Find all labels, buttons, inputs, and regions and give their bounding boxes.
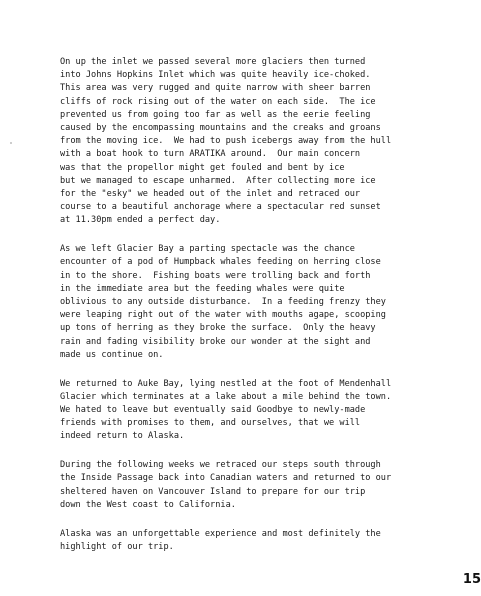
paragraph-inside-passage xyxy=(60,459,480,512)
text-line: for the "esky" we headed out of the inlet and retraced our xyxy=(60,189,361,200)
text-line: course to a beautiful anchorage where a spectacular red sunset xyxy=(60,202,381,213)
page-number: 15 xyxy=(462,572,481,587)
text-line: indeed return to Alaska. xyxy=(60,431,185,442)
paragraph-auke-bay xyxy=(60,378,480,444)
text-line: Alaska was an unforgettable experience and most definitely the xyxy=(60,528,381,539)
text-line: caused by the encompassing mountains and the creaks and groans xyxy=(60,123,381,134)
text-line: made us continue on. xyxy=(60,349,164,360)
text-line: in to the shore. Fishing boats were trolling back and forth xyxy=(60,270,371,281)
text-line: from the moving ice. We had to push icebergs away from the hull xyxy=(60,136,392,147)
text-line: We returned to Auke Bay, lying nestled at the foot of Mendenhall xyxy=(60,378,392,389)
text-line: with a boat hook to turn ARATIKA around. Our main concern xyxy=(60,149,361,160)
text-line: highlight of our trip. xyxy=(60,541,174,552)
text-line: Glacier which terminates at a lake about a mile behind the town. xyxy=(60,391,392,402)
text-line: cliffs of rock rising out of the water on each side. The ice xyxy=(60,96,376,107)
text-line: up tons of herring as they broke the surface. Only the heavy xyxy=(60,323,376,334)
text-line: but we managed to escape unharmed. After collecting more ice xyxy=(60,175,376,186)
text-line: sheltered haven on Vancouver Island to prepare for our trip xyxy=(60,486,366,497)
paragraph-glacier-inlet xyxy=(60,56,480,228)
text-line: We hated to leave but eventually said Goodbye to newly-made xyxy=(60,405,366,416)
margin-speck xyxy=(10,142,12,144)
text-line: the Inside Passage back into Canadian waters and returned to our xyxy=(60,473,392,484)
text-line: in the immediate area but the feeding whales were quite xyxy=(60,283,345,294)
text-line: On up the inlet we passed several more glaciers then turned xyxy=(60,57,366,67)
body-text xyxy=(60,56,480,570)
text-line: down the West coast to California. xyxy=(60,499,236,510)
text-line: rain and fading visibility broke our wonder at the sight and xyxy=(60,336,371,347)
text-line: This area was very rugged and quite narrow with sheer barren xyxy=(60,83,371,94)
text-line: at 11.30pm ended a perfect day. xyxy=(60,215,221,226)
text-line: As we left Glacier Bay a parting spectacle was the chance xyxy=(60,244,355,255)
text-line: prevented us from going too far as well as the eerie feeling xyxy=(60,109,371,120)
text-line: into Johns Hopkins Inlet which was quite heavily ice-choked. xyxy=(60,70,371,81)
text-line: encounter of a pod of Humpback whales feeding on herring close xyxy=(60,257,381,268)
text-line: During the following weeks we retraced our steps south through xyxy=(60,460,381,471)
text-line: were leaping right out of the water with mouths agape, scooping xyxy=(60,310,386,321)
paragraph-conclusion xyxy=(60,528,480,554)
text-line: oblivious to any outside disturbance. In a feeding frenzy they xyxy=(60,297,386,308)
text-line: friends with promises to them, and ourselves, that we will xyxy=(60,418,361,429)
text-line: was that the propellor might get fouled and bent by ice xyxy=(60,162,345,173)
paragraph-humpback-whales xyxy=(60,243,480,362)
